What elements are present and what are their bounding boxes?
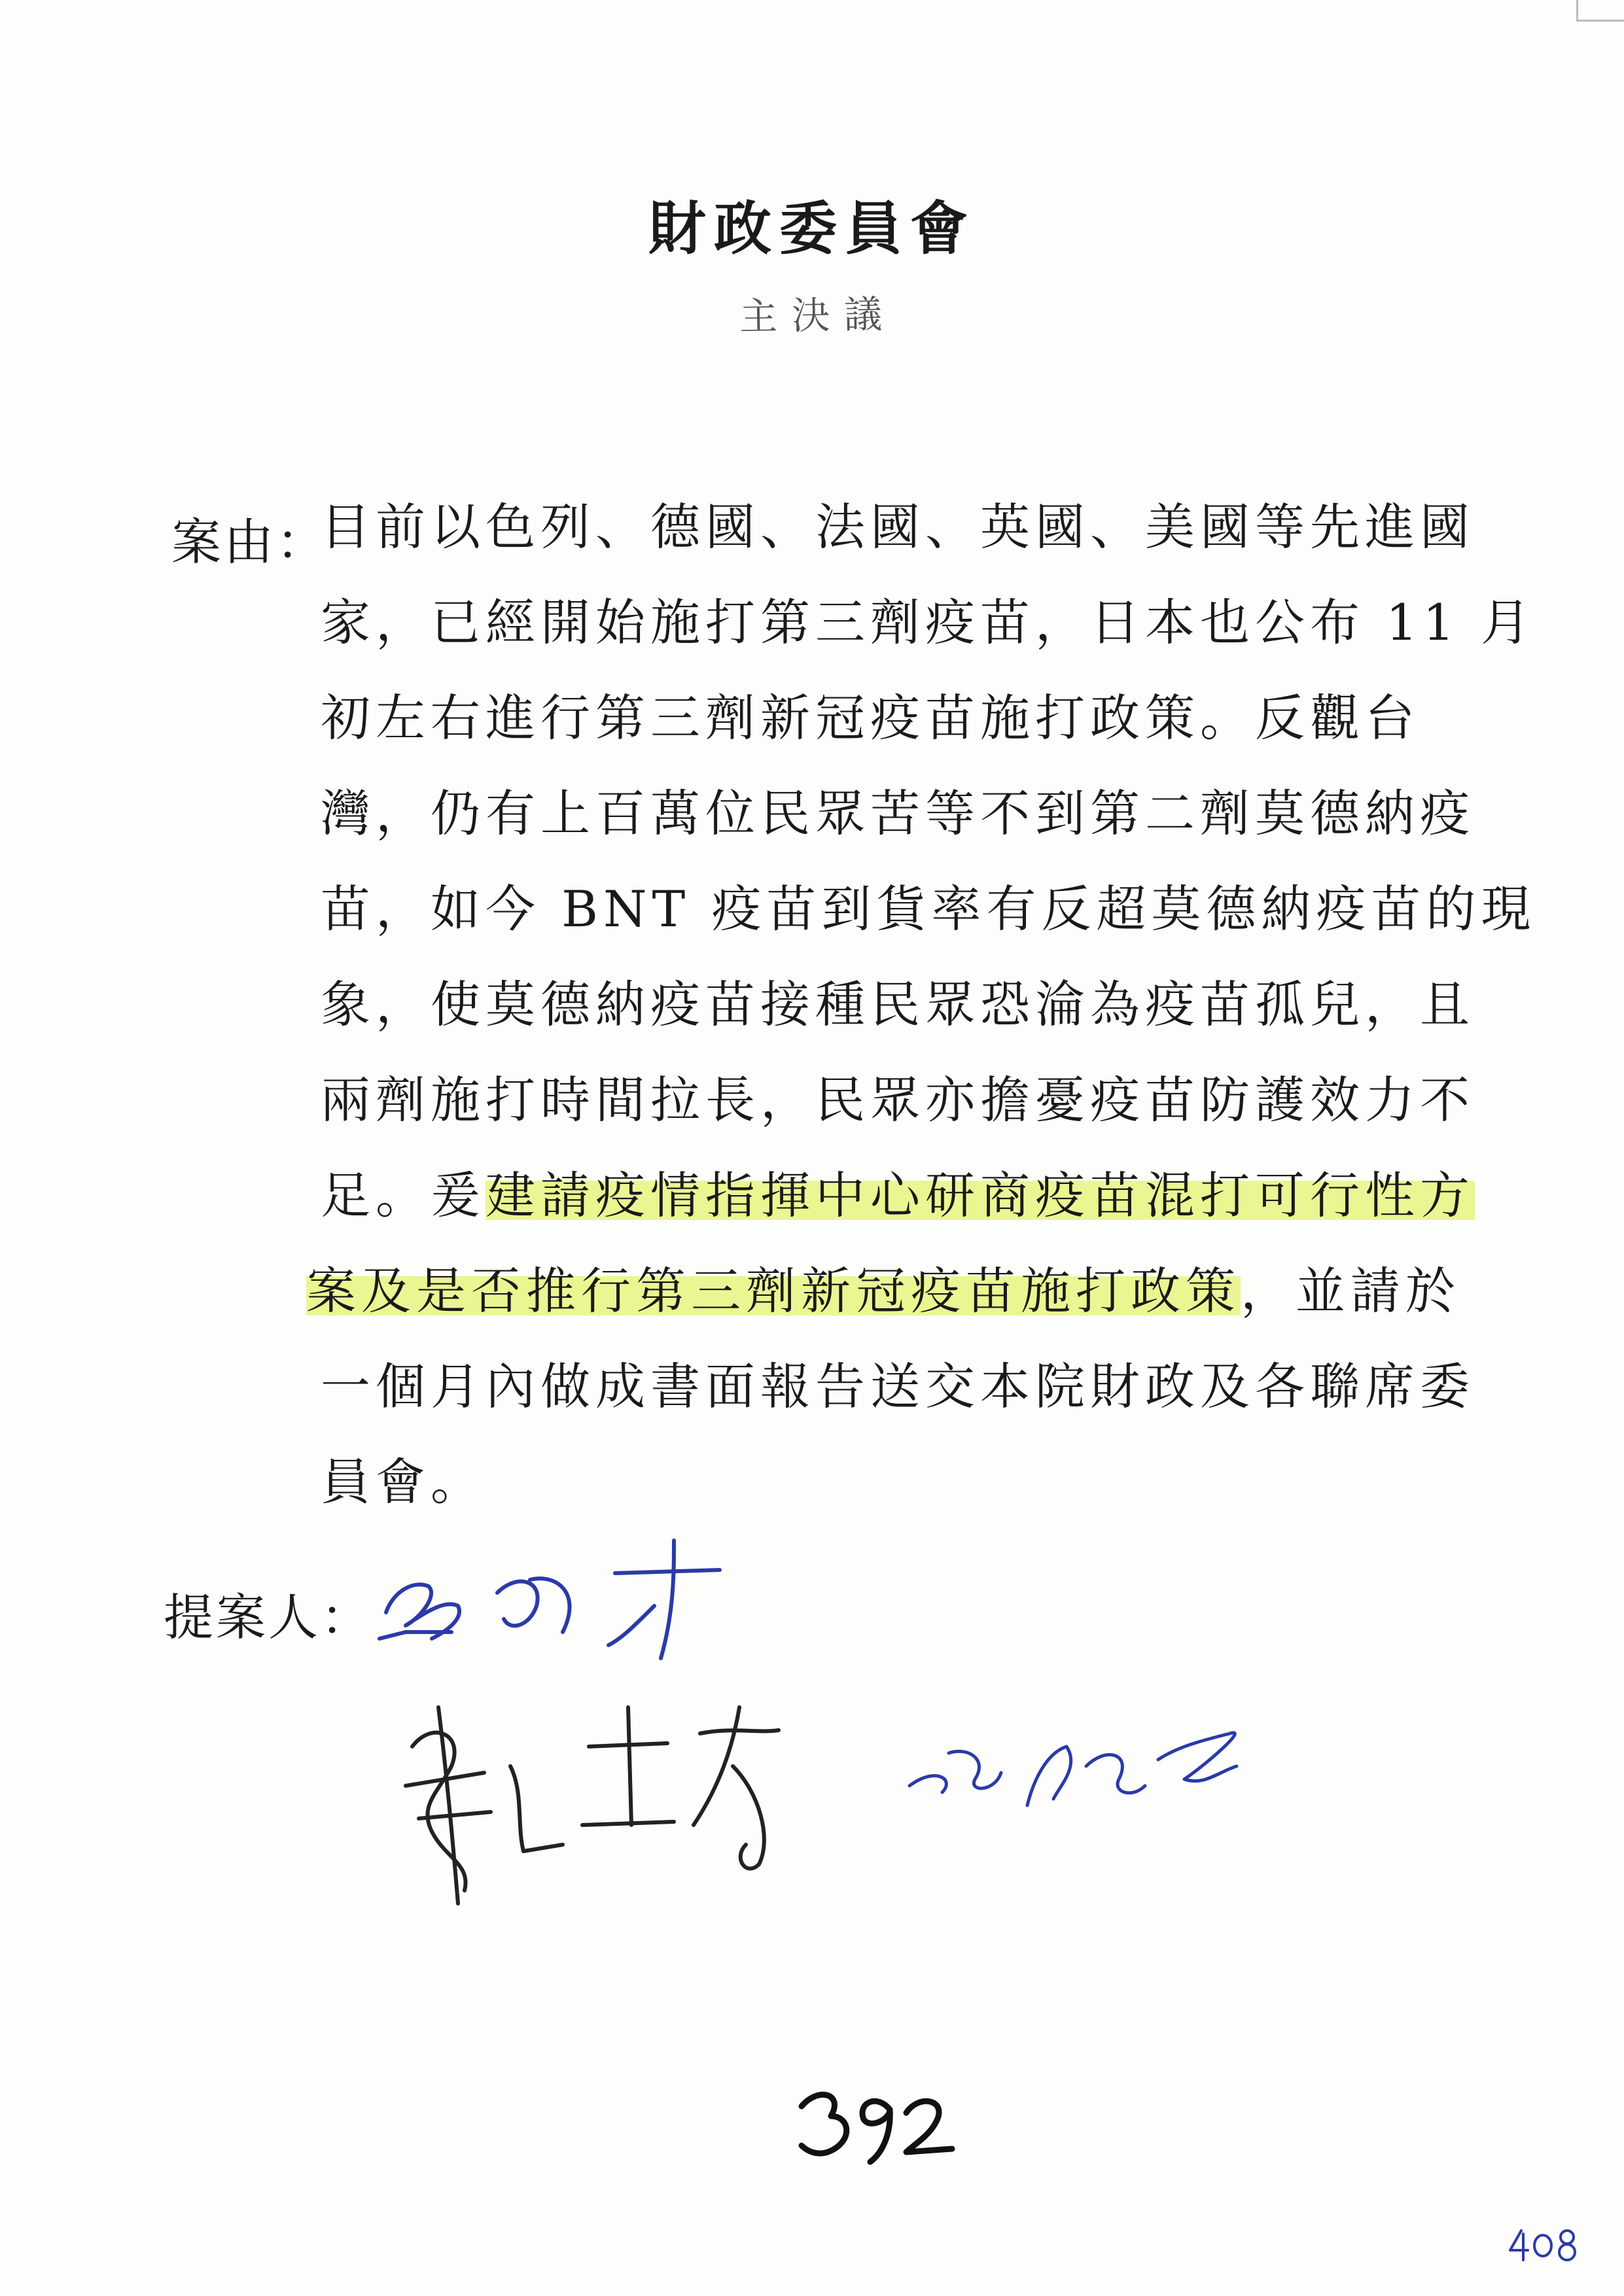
case-body xyxy=(306,498,1536,1553)
signature-3 xyxy=(896,1707,1263,1818)
proposer-label: 提案人： xyxy=(164,1588,373,1646)
handwritten-page-number xyxy=(792,2080,962,2165)
document-subtitle: 主決議 xyxy=(739,291,897,339)
case-line: 初左右進行第三劑新冠疫苗施打政策。反觀台 xyxy=(321,689,1420,747)
highlighted-text: 案及是否推行第三劑新冠疫苗施打政策 xyxy=(306,1262,1241,1320)
signature-1 xyxy=(366,1534,785,1665)
case-line: 目前以色列、德國、法國、英國、美國等先進國 xyxy=(321,498,1475,556)
case-line: 一個月內做成書面報告送交本院財政及各聯席委 xyxy=(321,1357,1475,1416)
document-title: 財政委員會 xyxy=(648,194,976,262)
case-line-highlighted xyxy=(321,1166,1475,1266)
scan-corner-mark xyxy=(1576,0,1624,22)
case-text: ，並請於 xyxy=(1241,1262,1460,1320)
case-line: 苗，如今 BNT 疫苗到貨率有反超莫德納疫苗的現 xyxy=(321,880,1536,938)
case-line: 員會。 xyxy=(321,1453,485,1511)
case-line-highlighted xyxy=(306,1262,1466,1362)
case-text: 足。爰 xyxy=(321,1166,485,1225)
highlighted-text: 建請疫情指揮中心研商疫苗混打可行性方 xyxy=(485,1166,1475,1225)
case-line: 象，使莫德納疫苗接種民眾恐淪為疫苗孤兒，且 xyxy=(321,975,1475,1034)
signature-2 xyxy=(393,1694,890,1917)
case-line: 灣，仍有上百萬位民眾苦等不到第二劑莫德納疫 xyxy=(321,784,1475,843)
case-line: 兩劑施打時間拉長，民眾亦擔憂疫苗防護效力不 xyxy=(321,1071,1475,1129)
handwritten-corner-number xyxy=(1505,2221,1583,2267)
case-line: 家，已經開始施打第三劑疫苗，日本也公布 11 月 xyxy=(321,593,1536,652)
case-label: 案由： xyxy=(171,513,328,571)
